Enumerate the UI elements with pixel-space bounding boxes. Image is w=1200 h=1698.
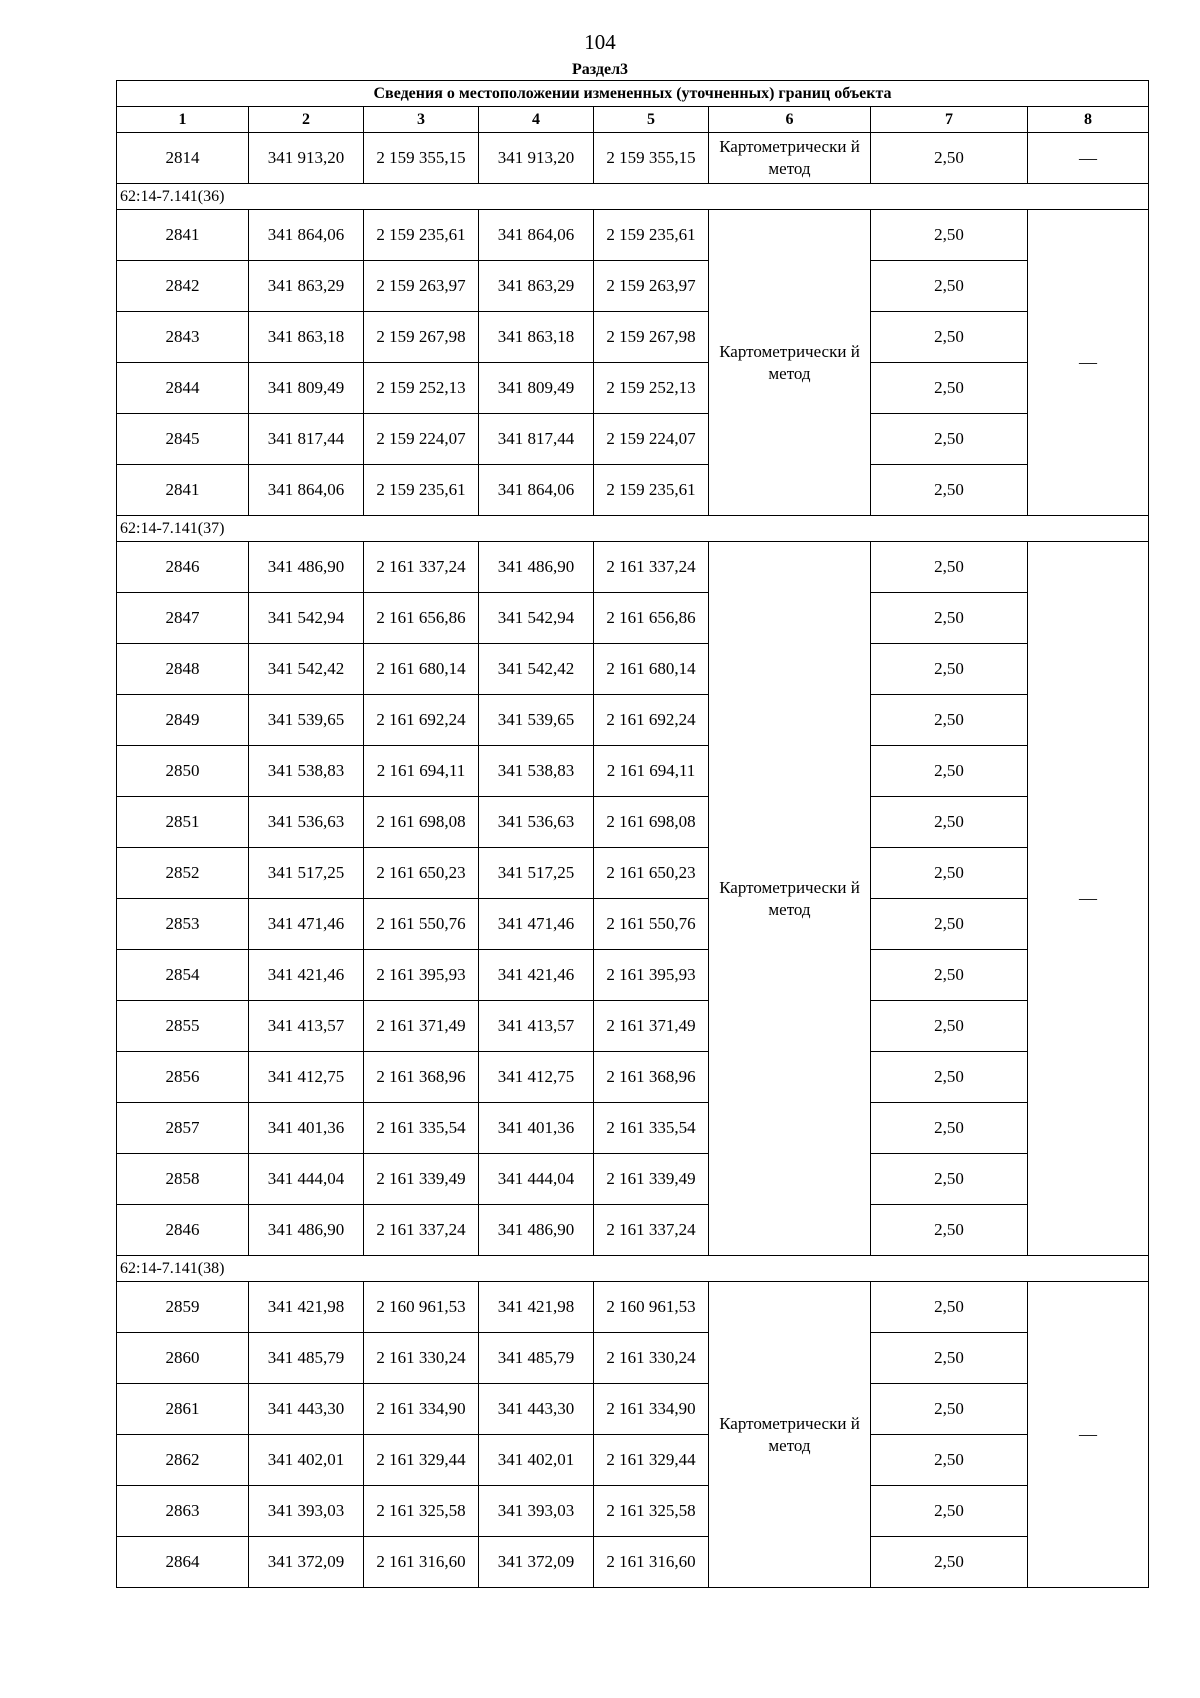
y-coordinate-cell: 2 159 224,07 bbox=[594, 414, 709, 465]
y-coordinate-cell: 2 161 694,11 bbox=[594, 746, 709, 797]
y-coordinate-cell: 2 161 550,76 bbox=[594, 899, 709, 950]
x-coordinate-cell: 341 864,06 bbox=[479, 465, 594, 516]
table-row bbox=[117, 1333, 1149, 1384]
x-coordinate-cell: 341 864,06 bbox=[249, 210, 364, 261]
accuracy-cell: 2,50 bbox=[871, 899, 1028, 950]
x-coordinate-cell: 341 372,09 bbox=[479, 1537, 594, 1588]
column-number: 7 bbox=[871, 107, 1028, 133]
x-coordinate-cell: 341 421,46 bbox=[249, 950, 364, 1001]
accuracy-cell: 2,50 bbox=[871, 363, 1028, 414]
point-number-cell: 2862 bbox=[117, 1435, 249, 1486]
x-coordinate-cell: 341 538,83 bbox=[249, 746, 364, 797]
point-number-cell: 2848 bbox=[117, 644, 249, 695]
table-row bbox=[117, 1282, 1149, 1333]
x-coordinate-cell: 341 863,18 bbox=[479, 312, 594, 363]
point-number-cell: 2850 bbox=[117, 746, 249, 797]
x-coordinate-cell: 341 863,29 bbox=[479, 261, 594, 312]
point-number-cell: 2844 bbox=[117, 363, 249, 414]
column-number: 6 bbox=[709, 107, 871, 133]
point-number-cell: 2814 bbox=[117, 133, 249, 184]
y-coordinate-cell: 2 161 692,24 bbox=[364, 695, 479, 746]
point-number-cell: 2857 bbox=[117, 1103, 249, 1154]
x-coordinate-cell: 341 486,90 bbox=[479, 1205, 594, 1256]
table-row bbox=[117, 1103, 1149, 1154]
point-number-cell: 2859 bbox=[117, 1282, 249, 1333]
table-row bbox=[117, 1052, 1149, 1103]
x-coordinate-cell: 341 421,98 bbox=[249, 1282, 364, 1333]
table-row bbox=[117, 593, 1149, 644]
x-coordinate-cell: 341 401,36 bbox=[479, 1103, 594, 1154]
section-title: Раздел3 bbox=[571, 61, 629, 78]
table-row bbox=[117, 1486, 1149, 1537]
y-coordinate-cell: 2 161 335,54 bbox=[594, 1103, 709, 1154]
y-coordinate-cell: 2 161 339,49 bbox=[594, 1154, 709, 1205]
accuracy-cell: 2,50 bbox=[871, 1435, 1028, 1486]
x-coordinate-cell: 341 412,75 bbox=[479, 1052, 594, 1103]
point-number-cell: 2841 bbox=[117, 210, 249, 261]
accuracy-cell: 2,50 bbox=[871, 1537, 1028, 1588]
table-caption-row bbox=[117, 81, 1149, 107]
accuracy-cell: 2,50 bbox=[871, 644, 1028, 695]
accuracy-cell: 2,50 bbox=[871, 1205, 1028, 1256]
accuracy-cell: 2,50 bbox=[871, 1333, 1028, 1384]
table-row bbox=[117, 950, 1149, 1001]
accuracy-cell: 2,50 bbox=[871, 414, 1028, 465]
point-number-cell: 2843 bbox=[117, 312, 249, 363]
point-number-cell: 2846 bbox=[117, 542, 249, 593]
point-number-cell: 2863 bbox=[117, 1486, 249, 1537]
y-coordinate-cell: 2 159 252,13 bbox=[594, 363, 709, 414]
x-coordinate-cell: 341 393,03 bbox=[249, 1486, 364, 1537]
y-coordinate-cell: 2 161 395,93 bbox=[594, 950, 709, 1001]
accuracy-cell: 2,50 bbox=[871, 848, 1028, 899]
table-row bbox=[117, 363, 1149, 414]
x-coordinate-cell: 341 536,63 bbox=[479, 797, 594, 848]
y-coordinate-cell: 2 161 650,23 bbox=[594, 848, 709, 899]
point-number-cell: 2847 bbox=[117, 593, 249, 644]
page-number: 104 bbox=[584, 30, 616, 54]
x-coordinate-cell: 341 485,79 bbox=[249, 1333, 364, 1384]
point-number-cell: 2851 bbox=[117, 797, 249, 848]
description-cell: — bbox=[1028, 1282, 1149, 1588]
x-coordinate-cell: 341 471,46 bbox=[479, 899, 594, 950]
table-row bbox=[117, 414, 1149, 465]
table-row bbox=[117, 1384, 1149, 1435]
table-row bbox=[117, 746, 1149, 797]
parcel-number: 62:14-7.141(36) bbox=[117, 184, 1149, 210]
table-row bbox=[117, 695, 1149, 746]
accuracy-cell: 2,50 bbox=[871, 950, 1028, 1001]
y-coordinate-cell: 2 159 267,98 bbox=[594, 312, 709, 363]
x-coordinate-cell: 341 542,42 bbox=[479, 644, 594, 695]
parcel-row bbox=[117, 516, 1149, 542]
point-number-cell: 2852 bbox=[117, 848, 249, 899]
y-coordinate-cell: 2 161 692,24 bbox=[594, 695, 709, 746]
y-coordinate-cell: 2 161 339,49 bbox=[364, 1154, 479, 1205]
accuracy-cell: 2,50 bbox=[871, 261, 1028, 312]
y-coordinate-cell: 2 161 316,60 bbox=[364, 1537, 479, 1588]
y-coordinate-cell: 2 161 337,24 bbox=[594, 542, 709, 593]
parcel-number: 62:14-7.141(37) bbox=[117, 516, 1149, 542]
y-coordinate-cell: 2 161 316,60 bbox=[594, 1537, 709, 1588]
point-number-cell: 2842 bbox=[117, 261, 249, 312]
x-coordinate-cell: 341 486,90 bbox=[479, 542, 594, 593]
accuracy-cell: 2,50 bbox=[871, 542, 1028, 593]
y-coordinate-cell: 2 159 263,97 bbox=[364, 261, 479, 312]
y-coordinate-cell: 2 161 550,76 bbox=[364, 899, 479, 950]
table-row bbox=[117, 1154, 1149, 1205]
method-cell: Картометрически й метод bbox=[709, 1282, 871, 1588]
y-coordinate-cell: 2 159 267,98 bbox=[364, 312, 479, 363]
x-coordinate-cell: 341 863,18 bbox=[249, 312, 364, 363]
accuracy-cell: 2,50 bbox=[871, 695, 1028, 746]
y-coordinate-cell: 2 161 337,24 bbox=[364, 542, 479, 593]
boundary-coordinates-table bbox=[116, 80, 1149, 1588]
y-coordinate-cell: 2 161 395,93 bbox=[364, 950, 479, 1001]
point-number-cell: 2849 bbox=[117, 695, 249, 746]
x-coordinate-cell: 341 421,98 bbox=[479, 1282, 594, 1333]
table-caption: Сведения о местоположении измененных (уточненных) границ объекта bbox=[117, 81, 1149, 107]
accuracy-cell: 2,50 bbox=[871, 746, 1028, 797]
y-coordinate-cell: 2 161 329,44 bbox=[594, 1435, 709, 1486]
x-coordinate-cell: 341 517,25 bbox=[479, 848, 594, 899]
x-coordinate-cell: 341 809,49 bbox=[249, 363, 364, 414]
y-coordinate-cell: 2 159 252,13 bbox=[364, 363, 479, 414]
accuracy-cell: 2,50 bbox=[871, 133, 1028, 184]
point-number-cell: 2861 bbox=[117, 1384, 249, 1435]
point-number-cell: 2853 bbox=[117, 899, 249, 950]
x-coordinate-cell: 341 542,94 bbox=[479, 593, 594, 644]
y-coordinate-cell: 2 159 355,15 bbox=[594, 133, 709, 184]
point-number-cell: 2846 bbox=[117, 1205, 249, 1256]
y-coordinate-cell: 2 161 334,90 bbox=[594, 1384, 709, 1435]
column-number: 8 bbox=[1028, 107, 1149, 133]
x-coordinate-cell: 341 913,20 bbox=[479, 133, 594, 184]
y-coordinate-cell: 2 161 337,24 bbox=[594, 1205, 709, 1256]
description-cell: — bbox=[1028, 133, 1149, 184]
x-coordinate-cell: 341 486,90 bbox=[249, 542, 364, 593]
x-coordinate-cell: 341 402,01 bbox=[249, 1435, 364, 1486]
x-coordinate-cell: 341 542,94 bbox=[249, 593, 364, 644]
x-coordinate-cell: 341 817,44 bbox=[249, 414, 364, 465]
x-coordinate-cell: 341 517,25 bbox=[249, 848, 364, 899]
table-row bbox=[117, 210, 1149, 261]
accuracy-cell: 2,50 bbox=[871, 797, 1028, 848]
column-number: 3 bbox=[364, 107, 479, 133]
accuracy-cell: 2,50 bbox=[871, 1384, 1028, 1435]
x-coordinate-cell: 341 471,46 bbox=[249, 899, 364, 950]
method-cell: Картометрически й метод bbox=[709, 542, 871, 1256]
table-row bbox=[117, 1205, 1149, 1256]
y-coordinate-cell: 2 161 329,44 bbox=[364, 1435, 479, 1486]
x-coordinate-cell: 341 539,65 bbox=[479, 695, 594, 746]
table-body bbox=[117, 81, 1149, 1588]
table-row bbox=[117, 1001, 1149, 1052]
x-coordinate-cell: 341 401,36 bbox=[249, 1103, 364, 1154]
y-coordinate-cell: 2 161 698,08 bbox=[364, 797, 479, 848]
table-row bbox=[117, 542, 1149, 593]
y-coordinate-cell: 2 161 330,24 bbox=[364, 1333, 479, 1384]
y-coordinate-cell: 2 161 337,24 bbox=[364, 1205, 479, 1256]
x-coordinate-cell: 341 393,03 bbox=[479, 1486, 594, 1537]
y-coordinate-cell: 2 160 961,53 bbox=[594, 1282, 709, 1333]
y-coordinate-cell: 2 161 650,23 bbox=[364, 848, 479, 899]
y-coordinate-cell: 2 161 368,96 bbox=[594, 1052, 709, 1103]
parcel-row bbox=[117, 1256, 1149, 1282]
column-number: 5 bbox=[594, 107, 709, 133]
accuracy-cell: 2,50 bbox=[871, 465, 1028, 516]
x-coordinate-cell: 341 539,65 bbox=[249, 695, 364, 746]
y-coordinate-cell: 2 161 698,08 bbox=[594, 797, 709, 848]
y-coordinate-cell: 2 161 325,58 bbox=[594, 1486, 709, 1537]
y-coordinate-cell: 2 161 656,86 bbox=[594, 593, 709, 644]
table-row bbox=[117, 797, 1149, 848]
x-coordinate-cell: 341 864,06 bbox=[249, 465, 364, 516]
description-cell: — bbox=[1028, 210, 1149, 516]
x-coordinate-cell: 341 864,06 bbox=[479, 210, 594, 261]
table-row bbox=[117, 644, 1149, 695]
column-number: 1 bbox=[117, 107, 249, 133]
y-coordinate-cell: 2 161 680,14 bbox=[364, 644, 479, 695]
x-coordinate-cell: 341 863,29 bbox=[249, 261, 364, 312]
accuracy-cell: 2,50 bbox=[871, 210, 1028, 261]
x-coordinate-cell: 341 485,79 bbox=[479, 1333, 594, 1384]
point-number-cell: 2860 bbox=[117, 1333, 249, 1384]
point-number-cell: 2858 bbox=[117, 1154, 249, 1205]
x-coordinate-cell: 341 444,04 bbox=[479, 1154, 594, 1205]
x-coordinate-cell: 341 402,01 bbox=[479, 1435, 594, 1486]
x-coordinate-cell: 341 542,42 bbox=[249, 644, 364, 695]
x-coordinate-cell: 341 913,20 bbox=[249, 133, 364, 184]
table-row bbox=[117, 848, 1149, 899]
column-number: 2 bbox=[249, 107, 364, 133]
x-coordinate-cell: 341 413,57 bbox=[479, 1001, 594, 1052]
y-coordinate-cell: 2 161 680,14 bbox=[594, 644, 709, 695]
point-number-cell: 2845 bbox=[117, 414, 249, 465]
y-coordinate-cell: 2 161 656,86 bbox=[364, 593, 479, 644]
y-coordinate-cell: 2 159 224,07 bbox=[364, 414, 479, 465]
parcel-row bbox=[117, 184, 1149, 210]
accuracy-cell: 2,50 bbox=[871, 1052, 1028, 1103]
accuracy-cell: 2,50 bbox=[871, 1001, 1028, 1052]
y-coordinate-cell: 2 159 263,97 bbox=[594, 261, 709, 312]
x-coordinate-cell: 341 443,30 bbox=[249, 1384, 364, 1435]
table-row bbox=[117, 312, 1149, 363]
table-row bbox=[117, 261, 1149, 312]
y-coordinate-cell: 2 161 330,24 bbox=[594, 1333, 709, 1384]
x-coordinate-cell: 341 817,44 bbox=[479, 414, 594, 465]
accuracy-cell: 2,50 bbox=[871, 1486, 1028, 1537]
x-coordinate-cell: 341 443,30 bbox=[479, 1384, 594, 1435]
y-coordinate-cell: 2 161 371,49 bbox=[364, 1001, 479, 1052]
table-row bbox=[117, 1537, 1149, 1588]
accuracy-cell: 2,50 bbox=[871, 1103, 1028, 1154]
y-coordinate-cell: 2 161 325,58 bbox=[364, 1486, 479, 1537]
x-coordinate-cell: 341 536,63 bbox=[249, 797, 364, 848]
accuracy-cell: 2,50 bbox=[871, 312, 1028, 363]
description-cell: — bbox=[1028, 542, 1149, 1256]
y-coordinate-cell: 2 159 355,15 bbox=[364, 133, 479, 184]
table-row bbox=[117, 465, 1149, 516]
x-coordinate-cell: 341 809,49 bbox=[479, 363, 594, 414]
method-cell: Картометрически й метод bbox=[709, 133, 871, 184]
table-row bbox=[117, 133, 1149, 184]
point-number-cell: 2854 bbox=[117, 950, 249, 1001]
x-coordinate-cell: 341 538,83 bbox=[479, 746, 594, 797]
y-coordinate-cell: 2 161 334,90 bbox=[364, 1384, 479, 1435]
point-number-cell: 2864 bbox=[117, 1537, 249, 1588]
parcel-number: 62:14-7.141(38) bbox=[117, 1256, 1149, 1282]
y-coordinate-cell: 2 159 235,61 bbox=[364, 210, 479, 261]
method-cell: Картометрически й метод bbox=[709, 210, 871, 516]
y-coordinate-cell: 2 161 694,11 bbox=[364, 746, 479, 797]
point-number-cell: 2841 bbox=[117, 465, 249, 516]
point-number-cell: 2856 bbox=[117, 1052, 249, 1103]
y-coordinate-cell: 2 161 368,96 bbox=[364, 1052, 479, 1103]
column-number: 4 bbox=[479, 107, 594, 133]
table-row bbox=[117, 899, 1149, 950]
accuracy-cell: 2,50 bbox=[871, 1282, 1028, 1333]
x-coordinate-cell: 341 444,04 bbox=[249, 1154, 364, 1205]
column-number-row bbox=[117, 107, 1149, 133]
x-coordinate-cell: 341 413,57 bbox=[249, 1001, 364, 1052]
y-coordinate-cell: 2 159 235,61 bbox=[594, 465, 709, 516]
accuracy-cell: 2,50 bbox=[871, 593, 1028, 644]
x-coordinate-cell: 341 372,09 bbox=[249, 1537, 364, 1588]
table-row bbox=[117, 1435, 1149, 1486]
y-coordinate-cell: 2 161 371,49 bbox=[594, 1001, 709, 1052]
accuracy-cell: 2,50 bbox=[871, 1154, 1028, 1205]
y-coordinate-cell: 2 160 961,53 bbox=[364, 1282, 479, 1333]
point-number-cell: 2855 bbox=[117, 1001, 249, 1052]
x-coordinate-cell: 341 421,46 bbox=[479, 950, 594, 1001]
y-coordinate-cell: 2 159 235,61 bbox=[594, 210, 709, 261]
y-coordinate-cell: 2 159 235,61 bbox=[364, 465, 479, 516]
x-coordinate-cell: 341 486,90 bbox=[249, 1205, 364, 1256]
y-coordinate-cell: 2 161 335,54 bbox=[364, 1103, 479, 1154]
x-coordinate-cell: 341 412,75 bbox=[249, 1052, 364, 1103]
